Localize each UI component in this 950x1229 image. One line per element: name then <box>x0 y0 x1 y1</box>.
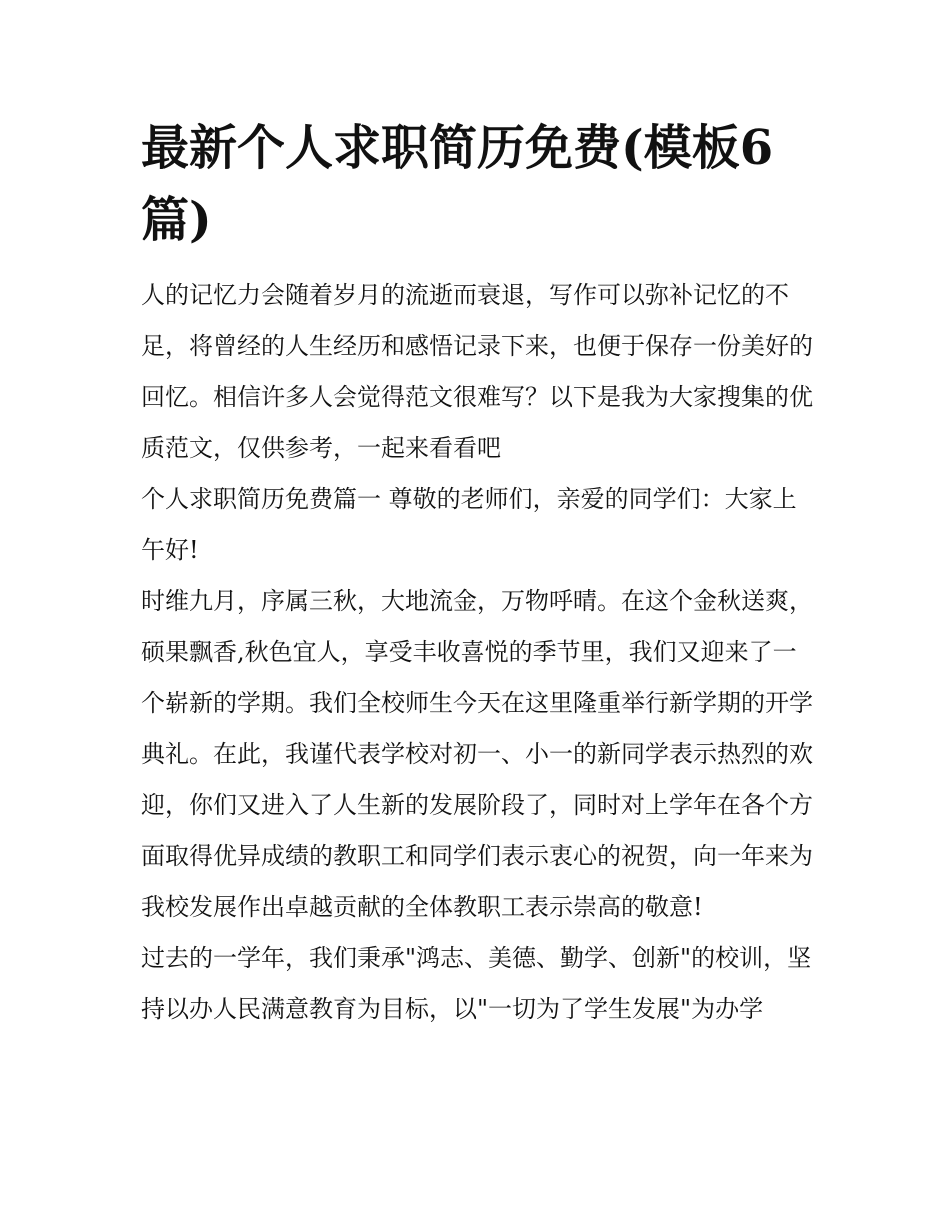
body-paragraph: 时维九月，序属三秋，大地流金，万物呼晴。在这个金秋送爽，硕果飘香,秋色宜人，享受丰收喜悦的季节里，我们又迎来了一个崭新的学期。我们全校师生今天在这里隆重举行新学期的开学典礼。在此，我谨代表学校对初一、小一的新同学表示热烈的欢迎，你们又进入了人生新的发展阶段了，同时对上学年在各个方面取得优异成绩的教职工和同学们表示衷心的祝贺，向一年来为我校发展作出卓越贡献的全体教职工表示崇高的敬意! <box>141 587 813 921</box>
document-title: 最新个人求职简历免费(模板6篇) <box>141 120 774 248</box>
greeting-paragraph: 个人求职简历免费篇一 尊敬的老师们，亲爱的同学们：大家上午好! <box>141 485 797 564</box>
continuation-paragraph: 过去的一学年，我们秉承"鸿志、美德、勤学、创新"的校训，坚持以办人民满意教育为目标，以"一切为了学生发展"为办学 <box>141 944 812 1023</box>
document-content <box>141 112 813 1035</box>
intro-paragraph: 人的记忆力会随着岁月的流逝而衰退，写作可以弥补记忆的不足，将曾经的人生经历和感悟记录下来，也便于保存一份美好的回忆。相信许多人会觉得范文很难写？以下是我为大家搜集的优质范文，仅供参考，一起来看看吧 <box>141 281 813 462</box>
